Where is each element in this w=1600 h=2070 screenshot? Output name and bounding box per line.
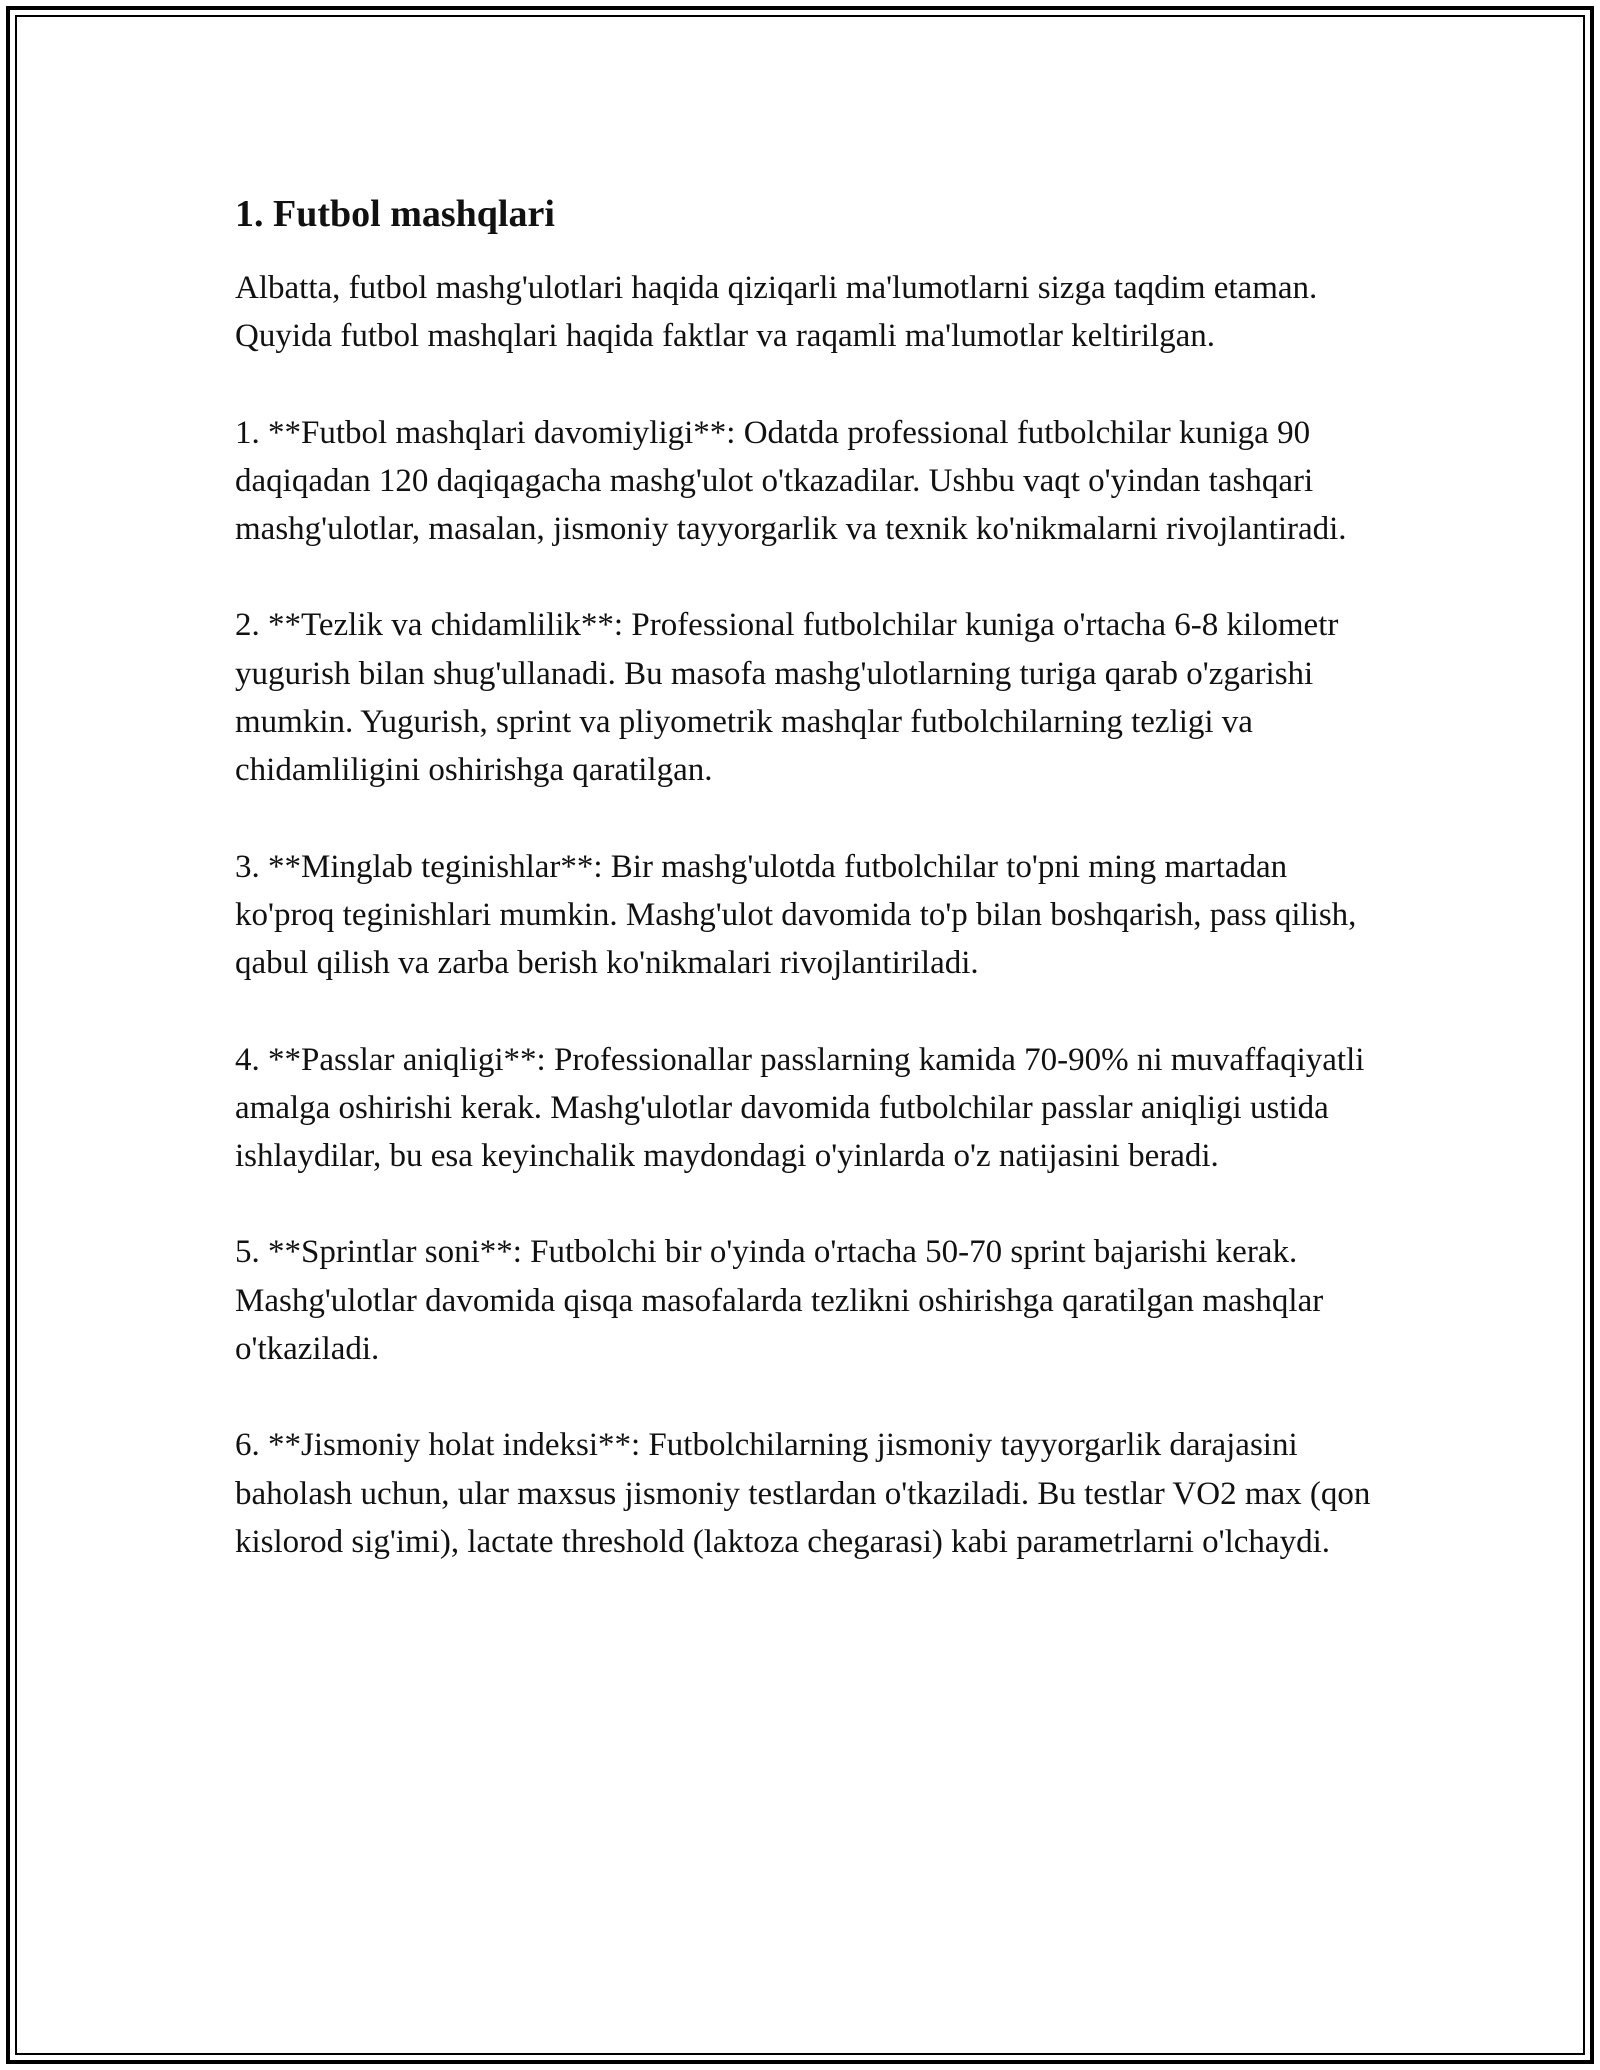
fact-paragraph-1: 1. **Futbol mashqlari davomiyligi**: Odatda professional futbolchilar kuniga 90 daqiqadan 120 daqiqagacha mashg'ulot o'tkazadilar. Ushbu vaqt o'yindan tashqari mashg'ulotlar, masalan, jismoniy tayyorgarlik va texnik ko'nikmalarni rivojlantiradi. xyxy=(235,414,1347,548)
document-heading: 1. Futbol mashqlari xyxy=(235,193,555,235)
fact-paragraph-2: 2. **Tezlik va chidamlilik**: Professional futbolchilar kuniga o'rtacha 6-8 kilometr yugurish bilan shug'ullanadi. Bu masofa mashg'ulotlarning turiga qarab o'zgarishi mumkin. Yugurish, sprint va pliyometrik mashqlar futbolchilarning tezligi va chidamliligini oshirishga qaratilgan. xyxy=(235,607,1339,789)
fact-paragraph-6: 6. **Jismoniy holat indeksi**: Futbolchilarning jismoniy tayyorgarlik darajasini baholash uchun, ular maxsus jismoniy testlardan o'tkaziladi. Bu testlar VO2 max (qon kislorod sig'imi), lactate threshold (laktoza chegarasi) kabi parametrlarni o'lchaydi. xyxy=(235,1427,1371,1560)
document-body xyxy=(235,186,1375,1614)
fact-paragraph-3: 3. **Minglab teginishlar**: Bir mashg'ulotda futbolchilar to'pni ming martadan ko'proq teginishlari mumkin. Mashg'ulot davomida to'p bilan boshqarish, pass qilish, qabul qilish va zarba berish ko'nikmalari rivojlantiriladi. xyxy=(235,848,1357,982)
fact-paragraph-4: 4. **Passlar aniqligi**: Professionallar passlarning kamida 70-90% ni muvaffaqiyatli amalga oshirishi kerak. Mashg'ulotlar davomida futbolchilar passlar aniqligi ustida ishlaydilar, bu esa keyinchalik maydondagi o'yinlarda o'z natijasini beradi. xyxy=(235,1041,1365,1175)
intro-paragraph: Albatta, futbol mashg'ulotlari haqida qiziqarli ma'lumotlarni sizga taqdim etaman. Quyida futbol mashqlari haqida faktlar va raqamli ma'lumotlar keltirilgan. xyxy=(235,270,1318,355)
fact-paragraph-5: 5. **Sprintlar soni**: Futbolchi bir o'yinda o'rtacha 50-70 sprint bajarishi kerak. Mashg'ulotlar davomida qisqa masofalarda tezlikni oshirishga qaratilgan mashqlar o'tkaziladi. xyxy=(235,1234,1324,1368)
